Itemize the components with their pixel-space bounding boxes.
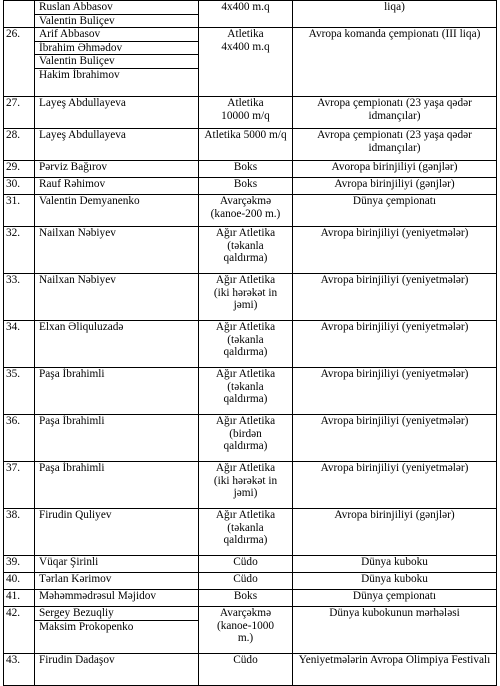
athlete-names-cell [35,415,199,462]
athlete-names-cell [35,178,199,195]
sport-cell: Boks [199,590,293,607]
table-row [4,97,497,129]
athlete-name: Valentin Buliçev [35,55,198,69]
athlete-name: Pərviz Bağırov [39,161,108,174]
athlete-name: Ruslan Abbasov [35,1,198,15]
competition-cell: Dünya kuboku [293,556,497,573]
athlete-name: Firudin Quliyev [39,509,112,522]
competition-cell: Avropa birinjiliyi (yeniyetmələr) [293,321,497,368]
athlete-names-cell [35,462,199,509]
sport-cell: Boks [199,161,293,178]
table-row [4,28,497,97]
athlete-names-cell [35,509,199,556]
athlete-name: Nailxan Nəbiyev [39,274,116,287]
competition-cell: Dünya çempionatı [293,590,497,607]
athlete-name: Hakim İbrahimov [39,68,120,81]
athlete-names-cell [35,97,199,129]
sport-cell: Ağır Atletika (təkanla qaldırma) [199,227,293,274]
competition-cell: Avoropa birinjiliyi (gənjlər) [293,161,497,178]
sport-cell: Cüdo [199,556,293,573]
table-row [4,607,497,654]
row-number: 37. [4,462,35,509]
competition-cell: Dünya kuboku [293,573,497,590]
sport-cell: Ağır Atletika (iki hərəkət in jəmi) [199,274,293,321]
row-number: 43. [4,654,35,686]
athlete-names-cell [35,195,199,227]
table-row [4,590,497,607]
sport-cell: Ağır Atletika (iki hərəkət in jəmi) [199,462,293,509]
competition-cell: Avropa komanda çempionatı (III liqa) [293,28,497,97]
table-row [4,161,497,178]
athlete-name: Paşa İbrahimli [39,368,105,381]
row-number: 28. [4,129,35,161]
sport-cell: Atletika 5000 m/q [199,129,293,161]
athlete-names-cell [35,321,199,368]
row-number [4,1,35,28]
table-row [4,227,497,274]
athlete-names-cell [35,556,199,573]
athlete-name: Elxan Əliquluzadə [39,321,124,334]
table-row [4,178,497,195]
row-number: 40. [4,573,35,590]
competition-cell: Avropa birinjiliyi (yeniyetmələr) [293,274,497,321]
competition-cell: Avropa çempionatı (23 yaşa qədər idmançılar) [293,97,497,129]
athlete-names-cell [35,274,199,321]
row-number: 33. [4,274,35,321]
row-number: 32. [4,227,35,274]
competition-cell: Yeniyetmələrin Avropa Olimpiya Festivalı [293,654,497,686]
row-number: 41. [4,590,35,607]
athlete-names-cell [35,227,199,274]
athlete-name: Valentin Buliçev [39,14,115,27]
sport-cell: Cüdo [199,654,293,686]
competition-cell: Dünya çempionatı [293,195,497,227]
competition-cell: liqa) [293,1,497,28]
sport-cell: Ağır Atletika (təkanla qaldırma) [199,509,293,556]
row-number: 30. [4,178,35,195]
athlete-name: Rauf Rəhimov [39,178,106,191]
athlete-names-cell [35,1,199,28]
competition-cell: Dünya kubokunun mərhələsi [293,607,497,654]
athlete-names-cell [35,590,199,607]
athlete-names-cell [35,129,199,161]
athlete-names-cell [35,368,199,415]
sport-cell: Atletika 4x400 m.q [199,28,293,97]
row-number: 34. [4,321,35,368]
sport-cell: Atletika 10000 m/q [199,97,293,129]
table-row [4,274,497,321]
row-number: 36. [4,415,35,462]
sport-cell: Avarçəkmə (kanoe-200 m.) [199,195,293,227]
competition-cell: Avropa birinjiliyi (yeniyetmələr) [293,368,497,415]
table-row [4,462,497,509]
athlete-name: Sergey Bezuqliy [35,607,198,621]
table-row [4,1,497,28]
athlete-name: Firudin Dadaşov [39,654,115,667]
athlete-name: Arif Abbasov [35,28,198,42]
row-number: 35. [4,368,35,415]
athlete-name: Məhəmmədrəsul Məjidov [39,590,157,603]
sport-cell: Ağır Atletika (təkanla qaldırma) [199,321,293,368]
table-row [4,368,497,415]
athlete-name: Nailxan Nəbiyev [39,227,116,240]
row-number: 31. [4,195,35,227]
athlete-names-cell [35,607,199,654]
row-number: 38. [4,509,35,556]
table-row [4,129,497,161]
athlete-names-cell [35,28,199,97]
row-number: 39. [4,556,35,573]
competition-cell: Avropa birinjiliyi (yeniyetmələr) [293,415,497,462]
athlete-name: Paşa İbrahimli [39,415,105,428]
athlete-names-cell [35,573,199,590]
athlete-name: Maksim Prokopenko [39,620,134,633]
competition-cell: Avropa birinjiliyi (gənjlər) [293,178,497,195]
sport-cell: 4x400 m.q [199,1,293,28]
table-row [4,654,497,686]
row-number: 42. [4,607,35,654]
competition-cell: Avropa çempionatı (23 yaşa qədər idmançılar) [293,129,497,161]
competition-cell: Avropa birinjiliyi (yeniyetmələr) [293,462,497,509]
sport-cell: Ağır Atletika (təkanla qaldırma) [199,368,293,415]
sport-cell: Ağır Atletika (birdən qaldırma) [199,415,293,462]
row-number: 29. [4,161,35,178]
athlete-name: Valentin Demyanenko [39,195,140,208]
table-row [4,321,497,368]
athletes-table [3,0,497,686]
table-row [4,573,497,590]
athlete-names-cell [35,161,199,178]
table-row [4,509,497,556]
sport-cell: Avarçəkmə (kanoe-1000 m.) [199,607,293,654]
table-row [4,415,497,462]
athlete-name: Vüqar Şirinli [39,556,99,569]
competition-cell: Avropa birinjiliyi (yeniyetmələr) [293,227,497,274]
athlete-name: Tərlan Kərimov [39,573,112,586]
sport-cell: Cüdo [199,573,293,590]
sport-cell: Boks [199,178,293,195]
table-row [4,195,497,227]
table-row [4,556,497,573]
athletes-table-body [4,1,497,686]
athlete-name: Layeş Abdullayeva [39,129,126,142]
competition-cell: Avropa birinjiliyi (gənjlər) [293,509,497,556]
athlete-name: Layeş Abdullayeva [39,97,126,110]
row-number: 27. [4,97,35,129]
athlete-names-cell [35,654,199,686]
athlete-name: Paşa İbrahimli [39,462,105,475]
athlete-name: İbrahim Əhmədov [35,42,198,56]
row-number: 26. [4,28,35,97]
